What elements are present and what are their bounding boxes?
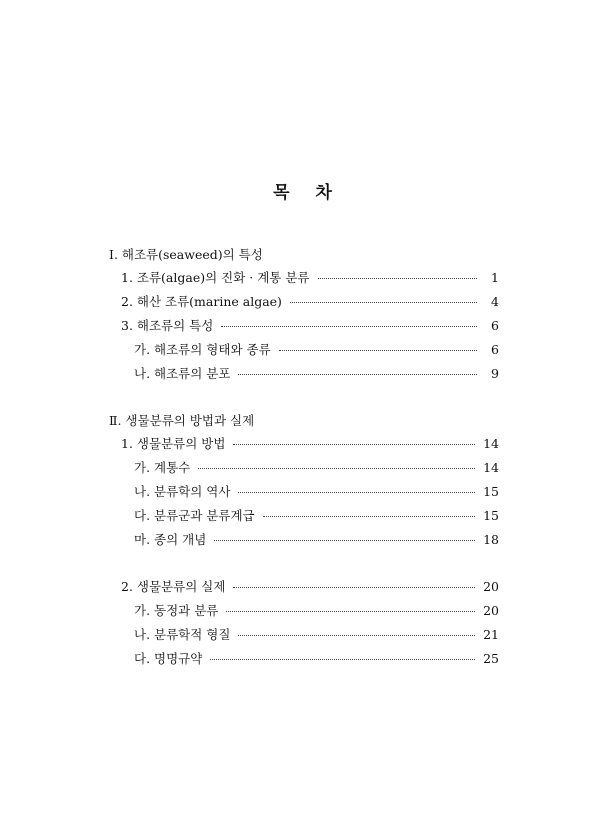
toc-entry[interactable] [134, 530, 499, 548]
dot-leader [279, 350, 477, 351]
toc-entry[interactable] [134, 506, 499, 524]
toc-entry[interactable] [134, 340, 499, 358]
toc-entry-page: 6 [491, 342, 499, 357]
dot-leader [263, 516, 475, 517]
toc-entry-label: 가. 동정과 분류 [134, 603, 219, 618]
dot-leader [238, 492, 475, 493]
toc-entry[interactable] [134, 649, 499, 667]
toc-entry-page: 25 [483, 651, 499, 666]
toc-entry-label: 3. 해조류의 특성 [121, 318, 214, 333]
toc-entry[interactable] [134, 364, 499, 382]
toc-entry-label: 2. 생물분류의 실제 [121, 579, 226, 594]
chapter-heading-2: Ⅱ. 생물분류의 방법과 실제 [109, 413, 255, 428]
toc-entry-label: 1. 조류(algae)의 진화 · 계통 분류 [121, 270, 310, 285]
toc-entry[interactable] [121, 316, 499, 334]
toc-entry-label: 2. 해산 조류(marine algae) [121, 294, 282, 309]
dot-leader [233, 587, 475, 588]
toc-entry-page: 14 [483, 460, 499, 475]
toc-entry[interactable] [121, 268, 499, 286]
toc-entry-label: 가. 해조류의 형태와 종류 [134, 342, 271, 357]
toc-entry[interactable] [134, 482, 499, 500]
dot-leader [238, 374, 477, 375]
toc-entry-page: 18 [483, 532, 499, 547]
toc-entry[interactable] [134, 458, 499, 476]
toc-entry-page: 6 [491, 318, 499, 333]
toc-entry[interactable] [121, 292, 499, 310]
toc-entry-label: 다. 명명규약 [134, 651, 203, 666]
toc-entry-label: 나. 해조류의 분포 [134, 366, 231, 381]
toc-entry-label: 마. 종의 개념 [134, 532, 207, 547]
dot-leader [233, 444, 475, 445]
toc-entry-label: 다. 분류군과 분류계급 [134, 508, 255, 523]
dot-leader [221, 326, 477, 327]
toc-entry-page: 4 [491, 294, 499, 309]
toc-entry[interactable] [134, 625, 499, 643]
toc-entry-label: 1. 생물분류의 방법 [121, 436, 226, 451]
toc-entry[interactable] [121, 577, 499, 595]
toc-entry-page: 20 [483, 579, 499, 594]
dot-leader [318, 278, 478, 279]
chapter-heading-1: Ⅰ. 해조류(seaweed)의 특성 [109, 247, 263, 262]
dot-leader [198, 468, 475, 469]
toc-entry-page: 20 [483, 603, 499, 618]
dot-leader [226, 611, 475, 612]
dot-leader [290, 302, 477, 303]
toc-entry-label: 나. 분류학의 역사 [134, 484, 231, 499]
dot-leader [214, 540, 475, 541]
toc-entry[interactable] [134, 601, 499, 619]
toc-entry-page: 15 [483, 484, 499, 499]
toc-entry-page: 21 [483, 627, 499, 642]
toc-entry-label: 나. 분류학적 형질 [134, 627, 231, 642]
toc-entry[interactable] [121, 434, 499, 452]
dot-leader [238, 635, 475, 636]
toc-entry-page: 14 [483, 436, 499, 451]
dot-leader [210, 659, 475, 660]
toc-entry-page: 15 [483, 508, 499, 523]
toc-entry-label: 가. 계통수 [134, 460, 191, 475]
page-title: 목 차 [273, 183, 342, 203]
toc-entry-page: 1 [491, 270, 499, 285]
toc-entry-page: 9 [491, 366, 499, 381]
